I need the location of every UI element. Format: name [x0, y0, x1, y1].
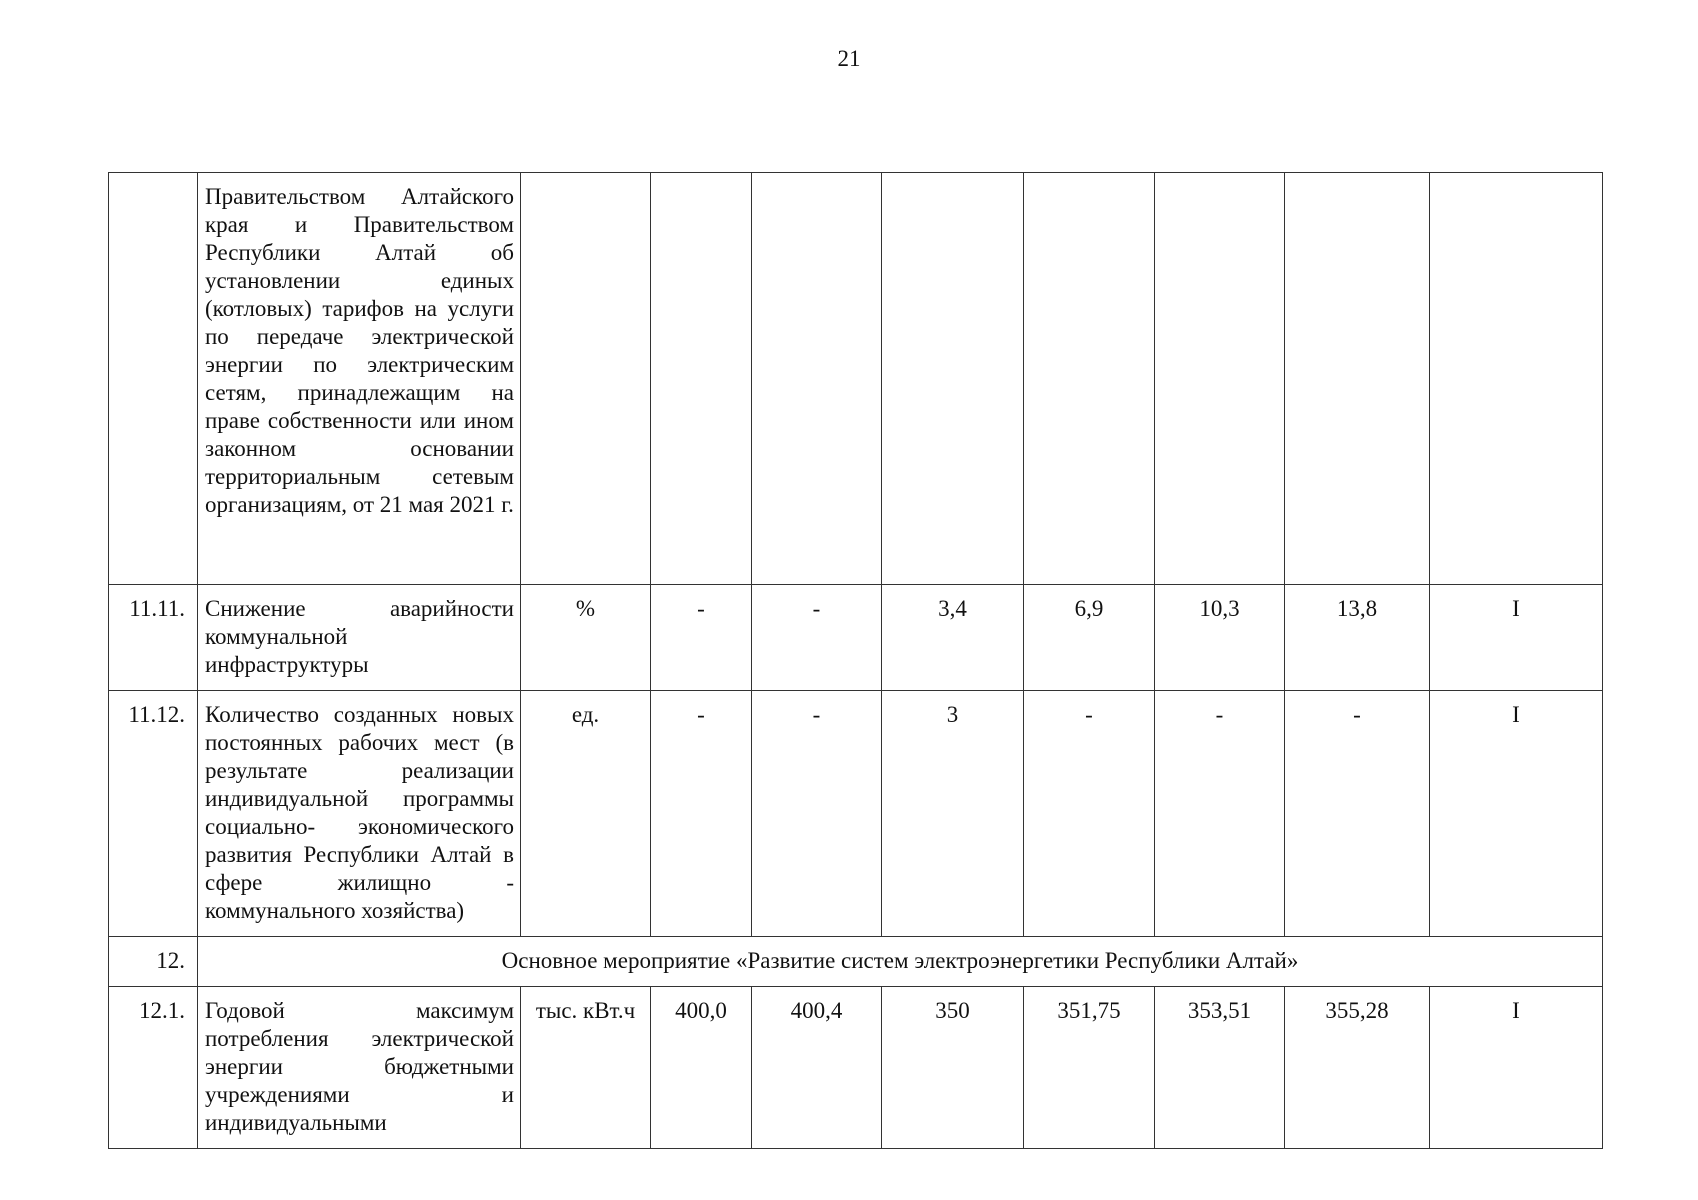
value-cell: 353,51	[1155, 987, 1285, 1149]
value-cell	[1155, 173, 1285, 585]
unit-cell: тыс. кВт.ч	[521, 987, 651, 1149]
unit-cell	[521, 173, 651, 585]
row-number: 11.12.	[109, 691, 198, 937]
indicators-table	[108, 172, 1603, 1149]
table-row	[109, 691, 1603, 937]
value-cell: 400,0	[651, 987, 752, 1149]
value-cell: -	[1285, 691, 1430, 937]
value-cell	[1285, 173, 1430, 585]
row-number	[109, 173, 198, 585]
value-cell: -	[752, 585, 882, 691]
section-title: Основное мероприятие «Развитие систем электроэнергетики Республики Алтай»	[198, 937, 1603, 987]
unit-cell: ед.	[521, 691, 651, 937]
value-cell: -	[1024, 691, 1155, 937]
value-cell: 10,3	[1155, 585, 1285, 691]
mark-cell: I	[1430, 691, 1603, 937]
value-cell: 400,4	[752, 987, 882, 1149]
section-row	[109, 937, 1603, 987]
value-cell: -	[1155, 691, 1285, 937]
value-cell: 6,9	[1024, 585, 1155, 691]
page-number: 21	[837, 46, 861, 71]
mark-cell: I	[1430, 585, 1603, 691]
value-cell	[1024, 173, 1155, 585]
unit-cell: %	[521, 585, 651, 691]
value-cell: -	[651, 691, 752, 937]
indicator-description: Количество созданных новых постоянных рабочих мест (в результате реализации индивидуальной программы социально- экономического развития Республики Алтай в сфере жилищно - коммунального хозяйства)	[198, 691, 521, 937]
row-number: 11.11.	[109, 585, 198, 691]
indicator-description: Снижение аварийности коммунальной инфраструктуры	[198, 585, 521, 691]
value-cell: -	[651, 585, 752, 691]
value-cell: 3,4	[882, 585, 1024, 691]
mark-cell: I	[1430, 987, 1603, 1149]
table-row	[109, 585, 1603, 691]
value-cell: 3	[882, 691, 1024, 937]
value-cell	[752, 173, 882, 585]
value-cell: 351,75	[1024, 987, 1155, 1149]
section-number: 12.	[109, 937, 198, 987]
indicator-description: Годовой максимум потребления электрической энергии бюджетными учреждениями и индивидуальными	[198, 987, 521, 1149]
value-cell: 13,8	[1285, 585, 1430, 691]
value-cell: -	[752, 691, 882, 937]
mark-cell	[1430, 173, 1603, 585]
value-cell: 355,28	[1285, 987, 1430, 1149]
indicator-description: Правительством Алтайского края и Правительством Республики Алтай об установлении единых (котловых) тарифов на услуги по передаче электрической энергии по электрическим сетям, принадлежащим на праве собственности или ином законном основании территориальным сетевым организациям, от 21 мая 2021 г.	[198, 173, 521, 585]
value-cell	[882, 173, 1024, 585]
table-row	[109, 987, 1603, 1149]
table-row	[109, 173, 1603, 585]
value-cell	[651, 173, 752, 585]
row-number: 12.1.	[109, 987, 198, 1149]
value-cell: 350	[882, 987, 1024, 1149]
